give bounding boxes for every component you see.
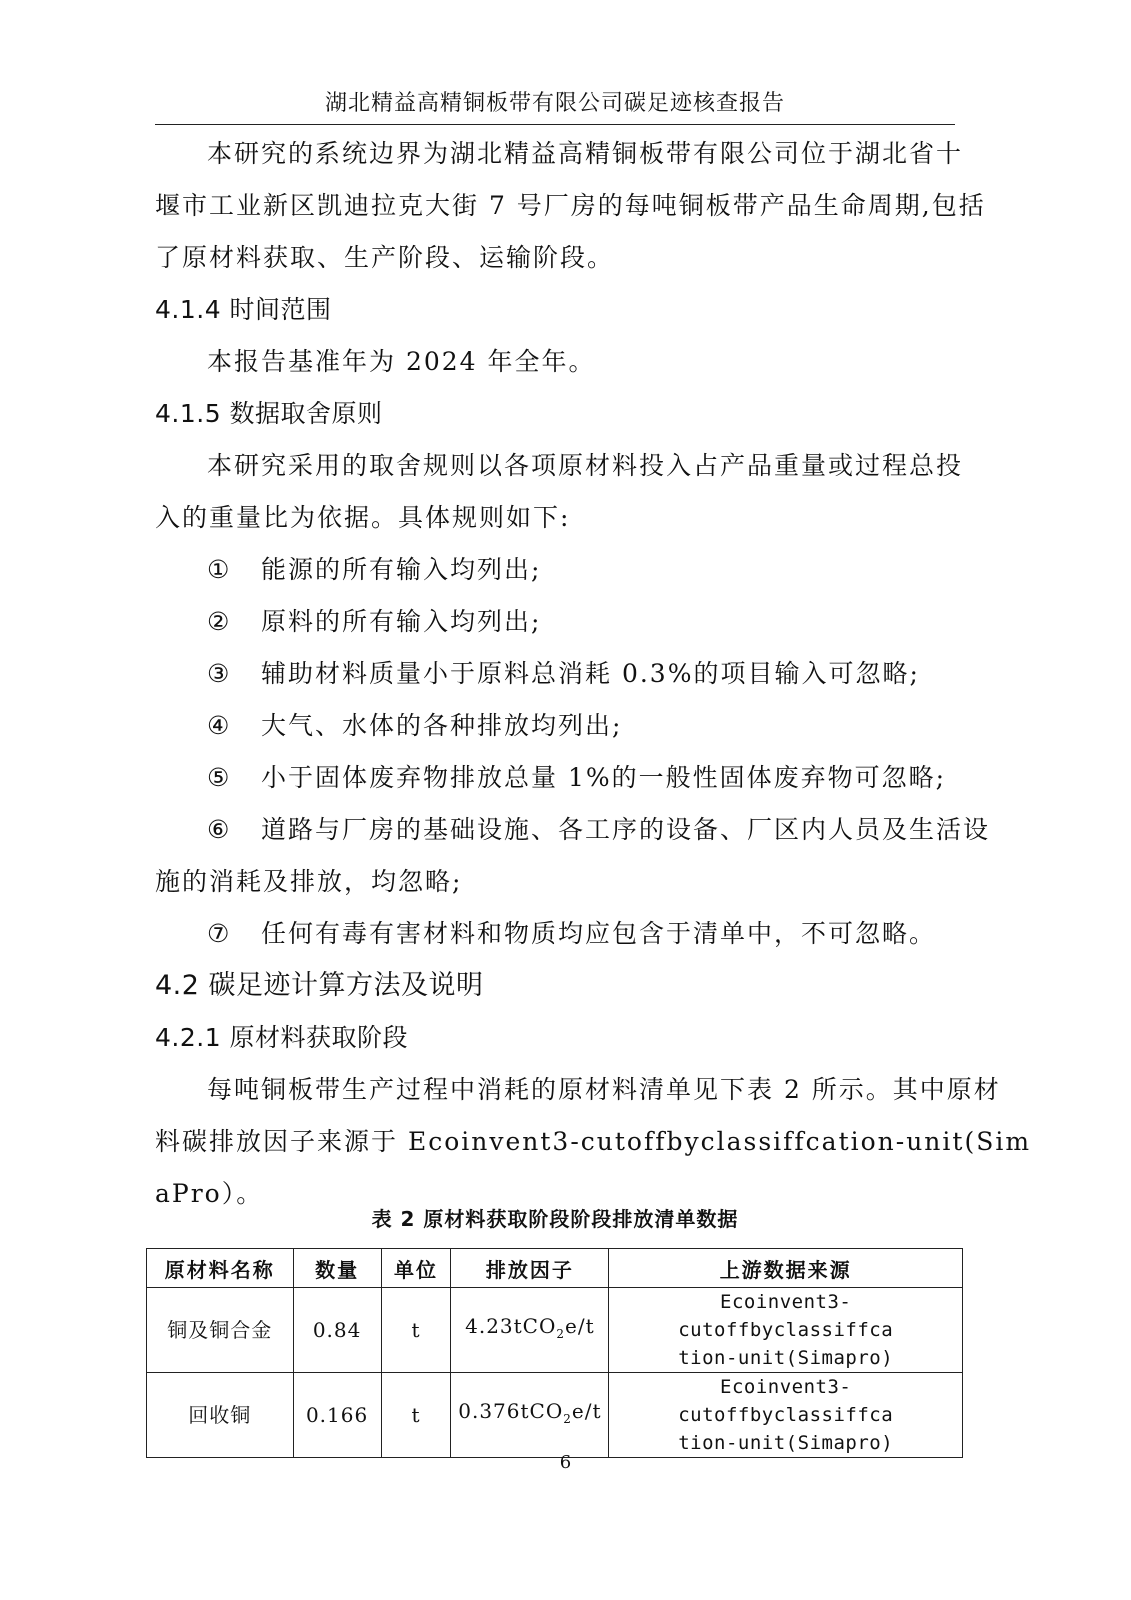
unit-cell: t <box>381 1373 451 1458</box>
section-heading-4-1-5: 4.1.5 数据取舍原则 <box>155 399 383 428</box>
raw-material-line-2: 料碳排放因子来源于 Ecoinvent3-cutoffbyclassiffcation-unit(Sim <box>155 1127 1032 1156</box>
cutoff-rule-7 <box>155 908 955 960</box>
upstream-source-cell: Ecoinvent3-cutoffbyclassiffca tion-unit(Simapro) <box>609 1288 963 1373</box>
emission-inventory-table <box>146 1248 963 1458</box>
rule-number: ④ <box>207 711 232 740</box>
quantity-cell: 0.166 <box>293 1373 381 1458</box>
rule-text: 辅助材料质量小于原料总消耗 0.3%的项目输入可忽略; <box>261 659 920 688</box>
table-row <box>147 1288 963 1373</box>
quantity-cell: 0.84 <box>293 1288 381 1373</box>
section-heading-4-2: 4.2 碳足迹计算方法及说明 <box>155 970 484 1001</box>
column-header-upstream-source: 上游数据来源 <box>609 1249 963 1288</box>
intro-line-2: 堰市工业新区凯迪拉克大街 7 号厂房的每吨铜板带产品生命周期,包括 <box>155 191 986 220</box>
rule-text: 原料的所有输入均列出; <box>261 607 542 636</box>
column-header-emission-factor: 排放因子 <box>451 1249 609 1288</box>
rule-text: 任何有毒有害材料和物质均应包含于清单中，不可忽略。 <box>261 919 937 948</box>
emission-factor-cell: 0.376tCO$_2$e/t <box>451 1373 609 1458</box>
header-divider <box>155 124 955 125</box>
upstream-source-cell: Ecoinvent3-cutoffbyclassiffca tion-unit(Simapro) <box>609 1373 963 1458</box>
rule-text: 大气、水体的各种排放均列出; <box>261 711 623 740</box>
column-header-material-name: 原材料名称 <box>147 1249 294 1288</box>
table-row <box>147 1373 963 1458</box>
rule-text: 道路与厂房的基础设施、各工序的设备、厂区内人员及生活设 <box>261 815 991 844</box>
rule-number: ③ <box>207 659 232 688</box>
rule-number: ⑤ <box>207 763 232 792</box>
section-heading-4-1-4: 4.1.4 时间范围 <box>155 295 332 324</box>
table-header-row <box>147 1249 963 1288</box>
intro-line-3: 了原材料获取、生产阶段、运输阶段。 <box>155 243 615 272</box>
cutoff-line-2: 入的重量比为依据。具体规则如下: <box>155 503 571 532</box>
rule-text: 能源的所有输入均列出; <box>261 555 542 584</box>
column-header-unit: 单位 <box>381 1249 451 1288</box>
column-header-quantity: 数量 <box>293 1249 381 1288</box>
cutoff-rule-5 <box>155 752 955 804</box>
cutoff-rule-1 <box>155 544 955 596</box>
rule-number: ② <box>207 607 232 636</box>
cutoff-rule-2 <box>155 596 955 648</box>
rule-number: ① <box>207 555 232 584</box>
cutoff-rule-4 <box>155 700 955 752</box>
rule-text: 小于固体废弃物排放总量 1%的一般性固体废弃物可忽略; <box>261 763 947 792</box>
rule-number: ⑥ <box>207 815 232 844</box>
cutoff-rule-6-continued: 施的消耗及排放，均忽略; <box>155 867 463 896</box>
page-header: 湖北精益高精铜板带有限公司碳足迹核查报告 <box>324 91 785 116</box>
cutoff-line-1: 本研究采用的取舍规则以各项原材料投入占产品重量或过程总投 <box>207 451 964 480</box>
table-caption: 表 2 原材料获取阶段阶段排放清单数据 <box>371 1207 739 1231</box>
unit-cell: t <box>381 1288 451 1373</box>
cutoff-rule-3 <box>155 648 955 700</box>
page-body <box>155 128 1032 1220</box>
cutoff-rule-6 <box>155 804 991 856</box>
time-scope-text: 本报告基准年为 2024 年全年。 <box>207 347 596 376</box>
material-name-cell: 铜及铜合金 <box>147 1288 294 1373</box>
rule-number: ⑦ <box>207 919 232 948</box>
emission-factor-cell: 4.23tCO$_2$e/t <box>451 1288 609 1373</box>
raw-material-line-3: aPro）。 <box>155 1179 264 1208</box>
section-heading-4-2-1: 4.2.1 原材料获取阶段 <box>155 1023 409 1052</box>
intro-line-1: 本研究的系统边界为湖北精益高精铜板带有限公司位于湖北省十 <box>207 139 964 168</box>
material-name-cell: 回收铜 <box>147 1373 294 1458</box>
raw-material-line-1: 每吨铜板带生产过程中消耗的原材料清单见下表 2 所示。其中原材 <box>207 1075 1001 1104</box>
page-number: 6 <box>559 1452 572 1473</box>
